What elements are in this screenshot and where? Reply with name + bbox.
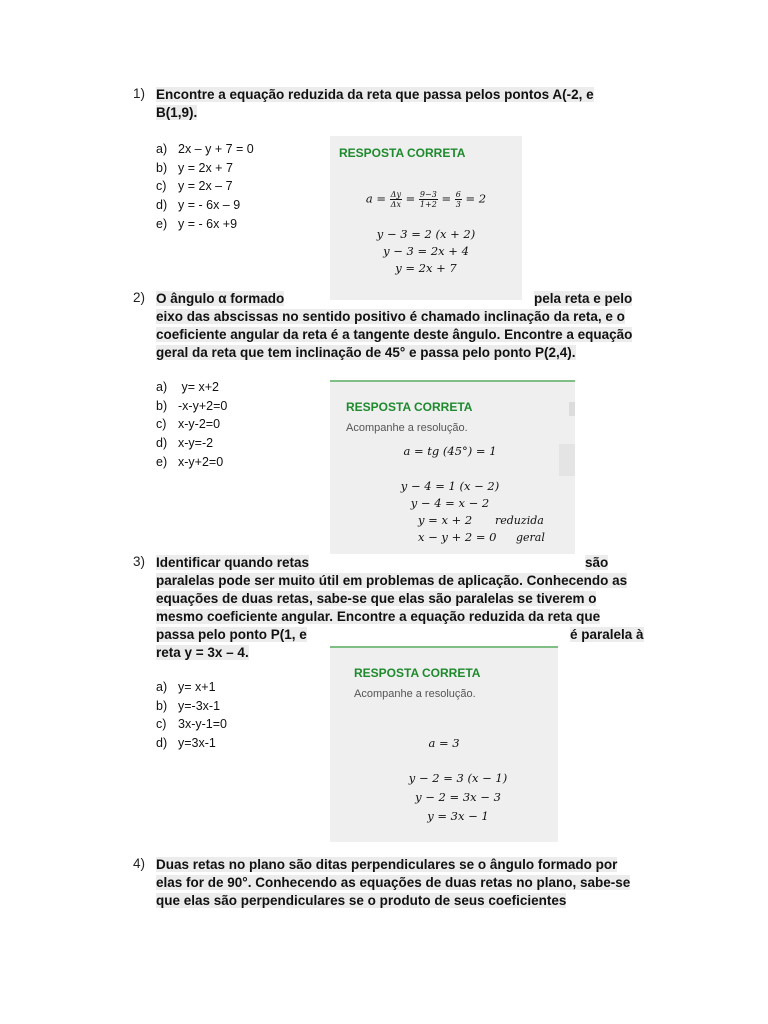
question-1-options: [156, 140, 254, 233]
option-d[interactable]: d) y=3x-1: [156, 736, 216, 751]
question-1-text-line-2: B(1,9).: [156, 105, 198, 120]
answer-box-1: [330, 136, 522, 300]
answer-box-3: [330, 646, 558, 842]
equation-3-label: reduzida: [495, 514, 544, 527]
question-3-options: [156, 678, 227, 753]
equation-3: y = 2x + 7: [395, 261, 457, 275]
question-4-text-line-1: Duas retas no plano são ditas perpendiculares se o ângulo formado por: [156, 857, 618, 872]
slope-formula: a = $\frac{\Delta y}{\Delta x}$ = $\frac{9-3}{1+2}$ = $\frac{6}{3}$ = 2: [365, 190, 487, 209]
question-3-text-line-4: mesmo coeficiente angular. Encontre a equação reduzida da reta que: [156, 609, 601, 624]
option-b[interactable]: b) y=-3x-1: [156, 698, 221, 713]
scrollbar-thumb: [569, 402, 575, 416]
option-c[interactable]: c) x-y-2=0: [156, 417, 221, 432]
question-3-text-line-1-right: são: [585, 555, 609, 570]
answer-subtitle: Acompanhe a resolução.: [346, 422, 468, 434]
question-2-text-line-3: coeficiente angular da reta é a tangente deste ângulo. Encontre a equação: [156, 327, 633, 342]
question-3-text-line-6: reta y = 3x – 4.: [156, 645, 249, 660]
question-3-text-line-1-left: Identificar quando retas: [156, 555, 310, 570]
equation-2: y − 3 = 2x + 4: [383, 244, 469, 258]
option-c[interactable]: c) 3x-y-1=0: [156, 717, 227, 732]
answer-subtitle: Acompanhe a resolução.: [354, 688, 476, 700]
question-4-text-line-2: elas for de 90°. Conhecendo as equações de duas retas no plano, sabe-se: [156, 875, 631, 890]
question-2-text-line-1-left: O ângulo α formado: [156, 291, 285, 306]
question-3-text-line-5-left: passa pelo ponto P(1, e: [156, 627, 307, 642]
question-3-text-line-3: equações de duas retas, sabe-se que elas são paralelas se tiverem o: [156, 591, 597, 606]
equation-3: y = x + 2: [418, 513, 473, 527]
question-3-text-line-5-right: é paralela à: [570, 627, 644, 642]
equation-2: y − 2 = 3x − 3: [415, 790, 501, 804]
equation-1: y − 2 = 3 (x − 1): [408, 771, 508, 785]
option-b[interactable]: b) y = 2x + 7: [156, 160, 233, 175]
answer-box-2: [330, 380, 575, 554]
option-a[interactable]: a) y= x+1: [156, 680, 216, 694]
answer-title: RESPOSTA CORRETA: [346, 400, 473, 414]
answer-title: RESPOSTA CORRETA: [354, 666, 481, 680]
option-c[interactable]: c) y = 2x – 7: [156, 179, 233, 194]
option-b[interactable]: b) -x-y+2=0: [156, 398, 228, 413]
question-1-number: 1): [133, 86, 146, 101]
question-3-text-line-2: paralelas pode ser muito útil em problemas de aplicação. Conhecendo as: [156, 573, 628, 588]
question-1-text-line-1: Encontre a equação reduzida da reta que passa pelos pontos A(-2, e: [156, 87, 594, 102]
slope-formula: a = tg (45°) = 1: [403, 444, 497, 458]
answer-title: RESPOSTA CORRETA: [339, 146, 466, 160]
slope-formula: a = 3: [428, 736, 460, 750]
question-2-text-line-1-right: pela reta e pelo: [534, 291, 633, 306]
question-2-text-line-2: eixo das abscissas no sentido positivo é chamado inclinação da reta, e o: [156, 309, 625, 324]
option-a[interactable]: a) y= x+2: [156, 380, 219, 394]
equation-4: x − y + 2 = 0: [418, 530, 497, 544]
equation-2: y − 4 = x − 2: [410, 496, 490, 510]
equation-3: y = 3x − 1: [427, 809, 489, 823]
question-4-number: 4): [133, 856, 146, 871]
question-3-number: 3): [133, 554, 146, 569]
question-2-number: 2): [133, 290, 146, 305]
equation-4-label: geral: [516, 531, 545, 544]
option-d[interactable]: d) y = - 6x – 9: [156, 198, 241, 213]
equation-1: y − 4 = 1 (x − 2): [400, 479, 500, 493]
option-a[interactable]: a) 2x – y + 7 = 0: [156, 142, 254, 156]
option-d[interactable]: d) x-y=-2: [156, 436, 214, 451]
question-2-options: [156, 378, 227, 471]
option-e[interactable]: e) y = - 6x +9: [156, 216, 238, 231]
equation-1: y − 3 = 2 (x + 2): [376, 227, 476, 241]
question-4-text-line-3: que elas são perpendiculares se o produto de seus coeficientes: [156, 893, 567, 908]
option-e[interactable]: e) x-y+2=0: [156, 454, 224, 469]
question-2-text-line-4: geral da reta que tem inclinação de 45° e passa pelo ponto P(2,4).: [156, 345, 576, 360]
